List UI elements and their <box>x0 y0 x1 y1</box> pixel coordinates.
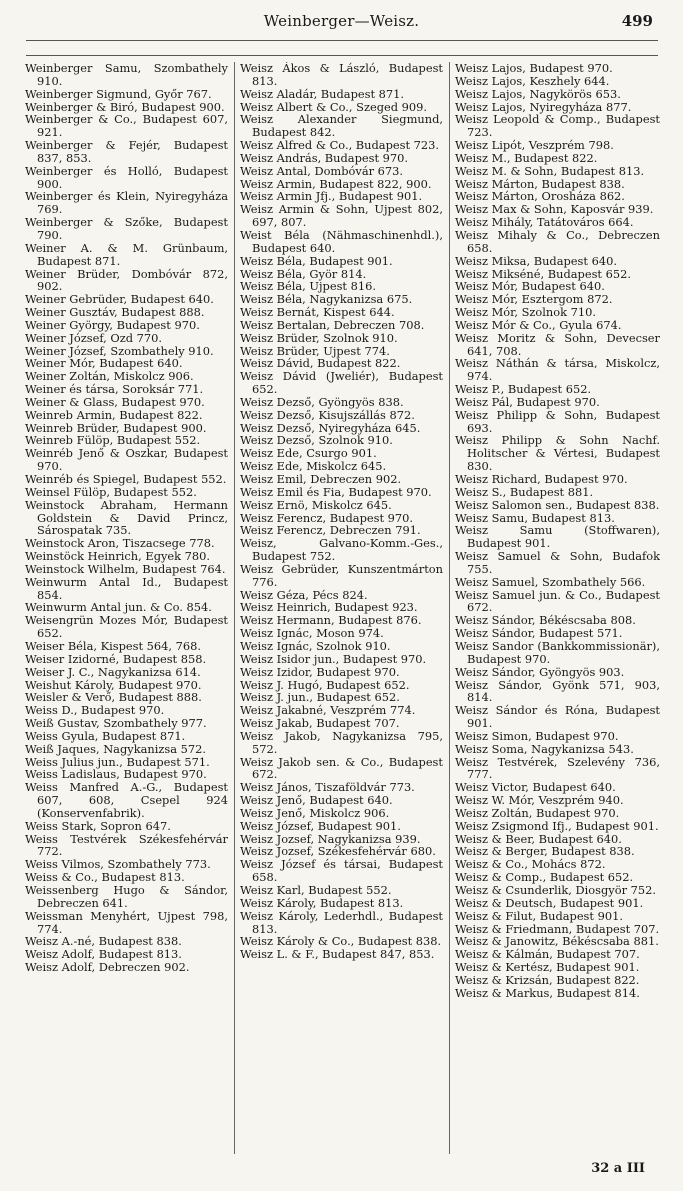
directory-entry: Weisz Sándor és Róna, Budapest 901. <box>455 703 660 731</box>
directory-entry: Weisz Moritz & Sohn, Devecser 641, 708. <box>455 330 660 358</box>
directory-entry: Weisz Ede, Csurgo 901. <box>240 446 377 461</box>
directory-entry: Weisz Brüder, Szolnok 910. <box>240 330 398 345</box>
directory-entry: Weisz Mihály, Tatátováros 664. <box>455 215 634 230</box>
directory-entry: Weiss Ladislaus, Budapest 970. <box>25 767 207 782</box>
directory-entry: Weisz, Galvano-Komm.-Ges., Budapest 752. <box>240 536 443 564</box>
directory-entry: Weisz & Kertész, Budapest 901. <box>455 960 640 975</box>
directory-entry: Weisz Jozsef, Nagykanizsa 939. <box>240 831 421 846</box>
column-top-rule <box>26 55 658 56</box>
directory-entry: Weinberger & Co., Budapest 607, 921. <box>25 112 228 140</box>
directory-entry: Weisz Heinrich, Budapest 923. <box>240 600 418 615</box>
directory-entry: Weisz J. jun., Budapest 652. <box>240 690 400 705</box>
directory-entry: Weisz & Krizsán, Budapest 822. <box>455 972 640 987</box>
directory-entry: Weisz Samuel, Szombathely 566. <box>455 574 646 589</box>
directory-entry: Weiner György, Budapest 970. <box>25 317 200 332</box>
directory-entry: Weinreb Armin, Budapest 822. <box>25 407 203 422</box>
directory-entry: Weiss Vilmos, Szombathely 773. <box>25 857 211 872</box>
directory-entry: Weisz Ede, Miskolcz 645. <box>240 459 387 474</box>
directory-entry: Weisz Aladár, Budapest 871. <box>240 86 405 101</box>
directory-entry: Weisz János, Tiszaföldvár 773. <box>240 780 415 795</box>
directory-entry: Weisz Alfred & Co., Budapest 723. <box>240 138 440 153</box>
directory-entry: Weisz Bertalan, Debreczen 708. <box>240 317 425 332</box>
directory-entry: Weinberger és Klein, Nyiregyháza 769. <box>25 189 228 217</box>
directory-entry: Weiser Béla, Kispest 564, 768. <box>25 638 202 653</box>
directory-entry: Weiner és társa, Soroksár 771. <box>25 382 204 397</box>
directory-entry: Weisz Philipp & Sohn Nachf. Holitscher & Vértesi, Budapest 830. <box>455 433 660 474</box>
directory-entry: Weisz Károly & Co., Budapest 838. <box>240 934 442 949</box>
signature-mark: 32 a III <box>591 1161 645 1176</box>
directory-entry: Weisz Isidor jun., Budapest 970. <box>240 651 427 666</box>
directory-entry: Weisz M. & Sohn, Budapest 813. <box>455 163 645 178</box>
directory-entry: Weisz Testvérek, Szelevény 736, 777. <box>455 754 660 782</box>
directory-entry: Weisz L. & F., Budapest 847, 853. <box>240 947 435 962</box>
directory-entry: Weisz Zoltán, Budapest 970. <box>455 805 620 820</box>
directory-entry: Weisz Lajos, Budapest 970. <box>455 62 613 75</box>
directory-entry: Weisz Mihaly & Co., Debreczen 658. <box>455 227 660 255</box>
directory-entry: Weisz & Filut, Budapest 901. <box>455 908 623 923</box>
directory-entry: Weisz Zsigmond Ifj., Budapest 901. <box>455 818 659 833</box>
directory-entry: Weisz & Friedmann, Budapest 707. <box>455 921 660 936</box>
directory-entry: Weiner Mór, Budapest 640. <box>25 356 183 371</box>
directory-entry: Weisz Jenő, Miskolcz 906. <box>240 805 390 820</box>
directory-entry: Weinberger & Fejér, Budapest 837, 853. <box>25 138 228 165</box>
directory-entry: Weinstock Wilhelm, Budapest 764. <box>25 561 226 576</box>
directory-entry: Weinréb Jenő & Oszkar, Budapest 970. <box>25 446 228 474</box>
directory-entry: Weisz Mór, Esztergom 872. <box>455 292 613 307</box>
directory-entry: Weisz Richard, Budapest 970. <box>455 472 628 486</box>
directory-entry: Weiß Jaques, Nagykanizsa 572. <box>25 741 206 756</box>
directory-entry: Weisz & Markus, Budapest 814. <box>455 985 640 1000</box>
directory-entry: Weisz Armin, Budapest 822, 900. <box>240 176 432 191</box>
directory-entry: Weisz Géza, Pécs 824. <box>240 587 368 602</box>
directory-entry: Weinreb Brüder, Budapest 900. <box>25 420 207 435</box>
directory-entry: Weisz Béla, Nagykanizsa 675. <box>240 292 413 307</box>
directory-column-3 <box>455 62 660 1152</box>
directory-entry: Weisz Salomon sen., Budapest 838. <box>455 497 660 512</box>
page-header <box>0 12 683 38</box>
directory-entry: Weinwurm Antal jun. & Co. 854. <box>25 600 212 615</box>
column-divider-right <box>449 62 450 1154</box>
directory-entry: Weisz József és társai, Budapest 658. <box>240 857 443 885</box>
directory-entry: Weisz Albert & Co., Szeged 909. <box>240 99 428 114</box>
directory-entry: Weisz Philipp & Sohn, Budapest 693. <box>455 407 660 435</box>
directory-entry: Weist Béla (Nähmaschinenhdl.), Budapest 640. <box>240 227 443 255</box>
directory-entry: Weisz Lajos, Keszhely 644. <box>455 73 610 88</box>
directory-entry: Weinberger Sigmund, Győr 767. <box>25 86 212 101</box>
directory-entry: Weisz & Janowitz, Békéscsaba 881. <box>455 934 659 949</box>
directory-entry: Weiss Testvérek Székesfehérvár 772. <box>25 831 228 859</box>
directory-entry: Weisz Antal, Dombóvár 673. <box>240 163 404 178</box>
directory-entry: Weisz Márton, Budapest 838. <box>455 176 625 191</box>
header-rule <box>26 40 658 41</box>
directory-entry: Weisz Pál, Budapest 970. <box>455 394 600 409</box>
directory-entry: Weisler & Verő, Budapest 888. <box>25 690 202 705</box>
directory-entry: Weisz Dávid (Jweliér), Budapest 652. <box>240 369 443 397</box>
directory-entry: Weisz Károly, Lederhdl., Budapest 813. <box>240 908 443 936</box>
directory-entry: Weiser Izidorné, Budapest 858. <box>25 651 207 666</box>
directory-entry: Weiss Gyula, Budapest 871. <box>25 728 186 743</box>
directory-entry: Weiner József, Szombathely 910. <box>25 343 214 358</box>
directory-entry: Weisz Jakab, Budapest 707. <box>240 716 400 731</box>
directory-entry: Weisz András, Budapest 970. <box>240 150 409 165</box>
directory-entry: Weisz Soma, Nagykanizsa 543. <box>455 741 634 756</box>
directory-entry: Weissman Menyhért, Ujpest 798, 774. <box>25 908 228 936</box>
directory-entry: Weisz Mikséné, Budapest 652. <box>455 266 631 281</box>
directory-entry: Weiner Gebrüder, Budapest 640. <box>25 292 214 307</box>
directory-entry: Weisengrün Mozes Mór, Budapest 652. <box>25 613 228 641</box>
directory-entry: Weisz Sándor, Budapest 571. <box>455 626 623 641</box>
page-number: 499 <box>621 12 653 30</box>
directory-entry: Weisz Mór & Co., Gyula 674. <box>455 317 622 332</box>
directory-entry: Weisz Emil és Fia, Budapest 970. <box>240 484 432 499</box>
directory-entry: Weisz Márton, Orosháza 862. <box>455 189 625 204</box>
directory-entry: Weisz Dezső, Kisujszállás 872. <box>240 407 415 422</box>
directory-entry: Weisz Dávid, Budapest 822. <box>240 356 401 371</box>
directory-entry: Weinstock Aron, Tiszacsege 778. <box>25 536 215 551</box>
directory-entry: Weiser J. C., Nagykanizsa 614. <box>25 664 201 679</box>
directory-entry: Weinréb és Spiegel, Budapest 552. <box>25 472 227 486</box>
directory-entry: Weiner & Glass, Budapest 970. <box>25 394 205 409</box>
column-divider-left <box>234 62 235 1154</box>
directory-entry: Weisz & Csunderlik, Diosgyör 752. <box>455 883 657 897</box>
directory-entry: Weisz Ferencz, Budapest 970. <box>240 510 414 525</box>
directory-entry: Weiner Gusztáv, Budapest 888. <box>25 305 205 320</box>
directory-entry: Weisz Mór, Szolnok 710. <box>455 305 596 320</box>
directory-entry: Weisz Dezső, Nyiregyháza 645. <box>240 420 421 435</box>
directory-entry: Weiss Stark, Sopron 647. <box>25 818 171 833</box>
directory-entry: Weiss D., Budapest 970. <box>25 703 165 718</box>
directory-entry: Weisz Hermann, Budapest 876. <box>240 613 422 628</box>
directory-entry: Weisz Lajos, Nagykörös 653. <box>455 86 621 101</box>
directory-entry: Weinwurm Antal Id., Budapest 854. <box>25 574 228 602</box>
directory-entry: Weisz Dezső, Gyöngyös 838. <box>240 394 404 409</box>
directory-entry: Weiner Zoltán, Miskolcz 906. <box>25 369 194 384</box>
directory-entry: Weinberger és Holló, Budapest 900. <box>25 163 228 191</box>
directory-entry: Weisz Sándor, Gyönk 571, 903, 814. <box>455 677 660 705</box>
directory-entry: Weisz M., Budapest 822. <box>455 150 598 165</box>
directory-entry: Weisz Béla, Györ 814. <box>240 266 367 281</box>
directory-entry: Weisz Bernát, Kispest 644. <box>240 305 395 320</box>
directory-entry: Weisz Béla, Ujpest 816. <box>240 279 376 294</box>
directory-entry: Weisz Samu (Stoffwaren), Budapest 901. <box>455 523 660 551</box>
running-title: Weinberger—Weisz. <box>263 12 420 30</box>
directory-entry: Weisz & Beer, Budapest 640. <box>455 831 622 846</box>
directory-entry: Weisz Alexander Siegmund, Budapest 842. <box>240 112 443 140</box>
directory-entry: Weinberger Samu, Szombathely 910. <box>25 62 228 88</box>
directory-entry: Weisz Adolf, Budapest 813. <box>25 947 182 962</box>
directory-entry: Weiner József, Ozd 770. <box>25 330 162 345</box>
directory-entry: Weisz Simon, Budapest 970. <box>455 728 619 743</box>
directory-entry: Weisz A.-né, Budapest 838. <box>25 934 182 949</box>
directory-entry: Weisz Jakabné, Veszprém 774. <box>240 703 416 718</box>
directory-entry: Weiss & Co., Budapest 813. <box>25 870 185 885</box>
directory-entry: Weisz Jakob, Nagykanizsa 795, 572. <box>240 728 443 756</box>
directory-entry: Weiner Brüder, Dombóvár 872, 902. <box>25 266 228 294</box>
directory-entry: Weisz & Kálmán, Budapest 707. <box>455 947 640 962</box>
directory-entry: Weisz Samu, Budapest 813. <box>455 510 615 525</box>
directory-entry: Weinreb Fülöp, Budapest 552. <box>25 433 201 448</box>
directory-entry: Weinsel Fülöp, Budapest 552. <box>25 484 197 499</box>
directory-entry: Weisz Armin & Sohn, Ujpest 802, 697, 807. <box>240 202 443 230</box>
directory-entry: Weisz Brüder, Ujpest 774. <box>240 343 390 358</box>
directory-entry: Weiss Julius jun., Budapest 571. <box>25 754 210 769</box>
directory-entry: Weiß Gustav, Szombathely 977. <box>25 716 207 731</box>
directory-entry: Weinberger & Szőke, Budapest 790. <box>25 215 228 242</box>
directory-entry: Weisz Jozsef, Székesfehérvár 680. <box>240 844 436 859</box>
directory-entry: Weisz Adolf, Debreczen 902. <box>25 960 190 975</box>
directory-entry: Weisz Ferencz, Debreczen 791. <box>240 523 421 538</box>
directory-entry: Weisz & Comp., Budapest 652. <box>455 870 634 885</box>
directory-entry: Weisz J. Hugó, Budapest 652. <box>240 677 410 692</box>
directory-entry: Weisz Mór, Budapest 640. <box>455 279 605 294</box>
directory-entry: Weisz Lajos, Nyiregyháza 877. <box>455 99 632 114</box>
directory-entry: Weisz Gebrüder, Kunszentmárton 776. <box>240 561 443 589</box>
directory-entry: Weissenberg Hugo & Sándor, Debreczen 641. <box>25 883 228 910</box>
directory-entry: Weisz Leopold & Comp., Budapest 723. <box>455 112 660 140</box>
directory-entry: Weisz Jenő, Budapest 640. <box>240 793 393 808</box>
directory-entry: Weisz Victor, Budapest 640. <box>455 780 616 795</box>
directory-column-1 <box>25 62 228 1152</box>
directory-entry: Weisz Jakob sen. & Co., Budapest 672. <box>240 754 443 782</box>
directory-entry: Weisz S., Budapest 881. <box>455 484 594 499</box>
directory-entry: Weiss Manfred A.-G., Budapest 607, 608, Csepel 924 (Konservenfabrik). <box>25 780 228 820</box>
directory-entry: Weisz József, Budapest 901. <box>240 818 401 833</box>
directory-entry: Weisz Miksa, Budapest 640. <box>455 253 617 268</box>
directory-entry: Weisz Dezső, Szolnok 910. <box>240 433 393 448</box>
directory-entry: Weinstock Abraham, Hermann Goldstein & David Princz, Sárospatak 735. <box>25 497 228 538</box>
directory-entry: Weisz Karl, Budapest 552. <box>240 883 392 897</box>
directory-entry: Weisz Samuel & Sohn, Budafok 755. <box>455 549 660 576</box>
directory-entry: Weisz Sandor (Bankkommissionär), Budapest 970. <box>455 638 660 666</box>
directory-entry: Weisz Ignác, Szolnok 910. <box>240 638 391 653</box>
directory-entry: Weinberger & Biró, Budapest 900. <box>25 99 225 114</box>
directory-entry: Weisz Max & Sohn, Kaposvár 939. <box>455 202 654 217</box>
directory-entry: Weishut Károly, Budapest 970. <box>25 677 202 692</box>
directory-entry: Weisz W. Mór, Veszprém 940. <box>455 793 624 808</box>
directory-entry: Weisz Ernö, Miskolcz 645. <box>240 497 392 512</box>
directory-entry: Weisz Ignác, Moson 974. <box>240 626 384 641</box>
directory-entry: Weisz Károly, Budapest 813. <box>240 895 404 910</box>
directory-entry: Weiner A. & M. Grünbaum, Budapest 871. <box>25 240 228 268</box>
directory-entry: Weisz Samuel jun. & Co., Budapest 672. <box>455 587 660 615</box>
directory-entry: Weisz Sándor, Gyöngyös 903. <box>455 664 625 679</box>
directory-column-2 <box>240 62 443 1152</box>
directory-entry: Weisz Béla, Budapest 901. <box>240 253 393 268</box>
directory-entry: Weisz Ákos & László, Budapest 813. <box>240 62 443 88</box>
directory-entry: Weisz Izidor, Budapest 970. <box>240 664 400 679</box>
directory-entry: Weisz P., Budapest 652. <box>455 382 592 397</box>
directory-entry: Weisz Emil, Debreczen 902. <box>240 472 402 486</box>
directory-entry: Weisz Lipót, Veszprém 798. <box>455 138 614 153</box>
directory-entry: Weisz Armin Jfj., Budapest 901. <box>240 189 423 204</box>
directory-entry: Weisz & Berger, Budapest 838. <box>455 844 635 859</box>
directory-entry: Weisz Sándor, Békéscsaba 808. <box>455 613 636 628</box>
directory-entry: Weinstöck Heinrich, Egyek 780. <box>25 549 211 564</box>
directory-entry: Weisz & Co., Mohács 872. <box>455 857 606 872</box>
directory-entry: Weisz & Deutsch, Budapest 901. <box>455 895 644 910</box>
directory-entry: Weisz Náthán & társa, Miskolcz, 974. <box>455 356 660 384</box>
